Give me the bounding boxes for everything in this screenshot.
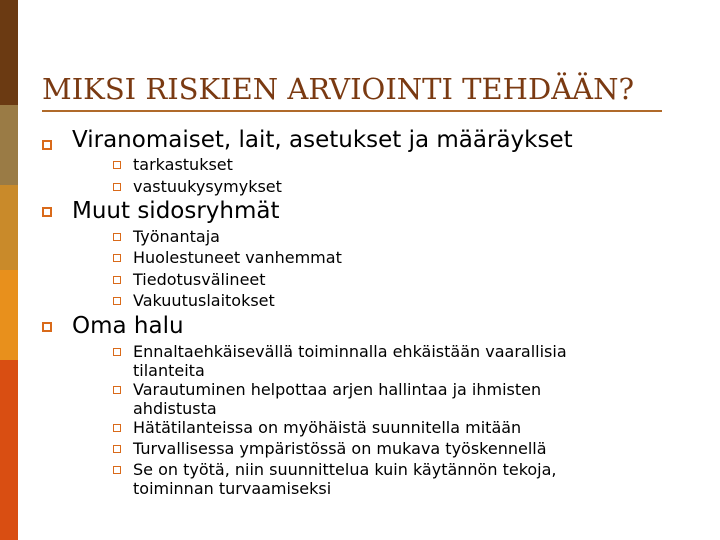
section-heading: Muut sidosryhmät [72, 198, 280, 224]
square-bullet-icon [113, 348, 121, 356]
list-item: Varautuminen helpottaa arjen hallintaa ja ihmisten ahdistusta [133, 380, 542, 418]
list-item: Huolestuneet vanhemmat [133, 248, 342, 267]
section-heading: Oma halu [72, 313, 184, 339]
list-item: Tiedotusvälineet [133, 270, 266, 289]
list-item: Hätätilanteissa on myöhäistä suunnitella mitään [133, 418, 522, 437]
square-bullet-icon [113, 386, 121, 394]
list-item: Turvallisessa ympäristössä on mukava työskennellä [133, 439, 547, 458]
square-bullet-icon [113, 424, 121, 432]
square-bullet-icon [42, 207, 52, 217]
decorative-sidebar [0, 0, 18, 540]
slide-title: MIKSI RISKIEN ARVIOINTI TEHDÄÄN? [42, 72, 635, 106]
square-bullet-icon [113, 276, 121, 284]
square-bullet-icon [113, 297, 121, 305]
list-item: tarkastukset [133, 155, 233, 174]
list-item: Ennaltaehkäisevällä toiminnalla ehkäistään vaarallisia tilanteita [133, 342, 567, 380]
section-heading: Viranomaiset, lait, asetukset ja määräykset [72, 127, 573, 153]
title-underline [42, 110, 662, 112]
square-bullet-icon [113, 466, 121, 474]
square-bullet-icon [42, 140, 52, 150]
square-bullet-icon [113, 233, 121, 241]
square-bullet-icon [42, 322, 52, 332]
list-item: Vakuutuslaitokset [133, 291, 275, 310]
square-bullet-icon [113, 161, 121, 169]
list-item: vastuukysymykset [133, 177, 282, 196]
square-bullet-icon [113, 183, 121, 191]
square-bullet-icon [113, 445, 121, 453]
list-item: Se on työtä, niin suunnittelua kuin käytännön tekoja, toiminnan turvaamiseksi [133, 460, 557, 498]
list-item: Työnantaja [133, 227, 220, 246]
square-bullet-icon [113, 254, 121, 262]
